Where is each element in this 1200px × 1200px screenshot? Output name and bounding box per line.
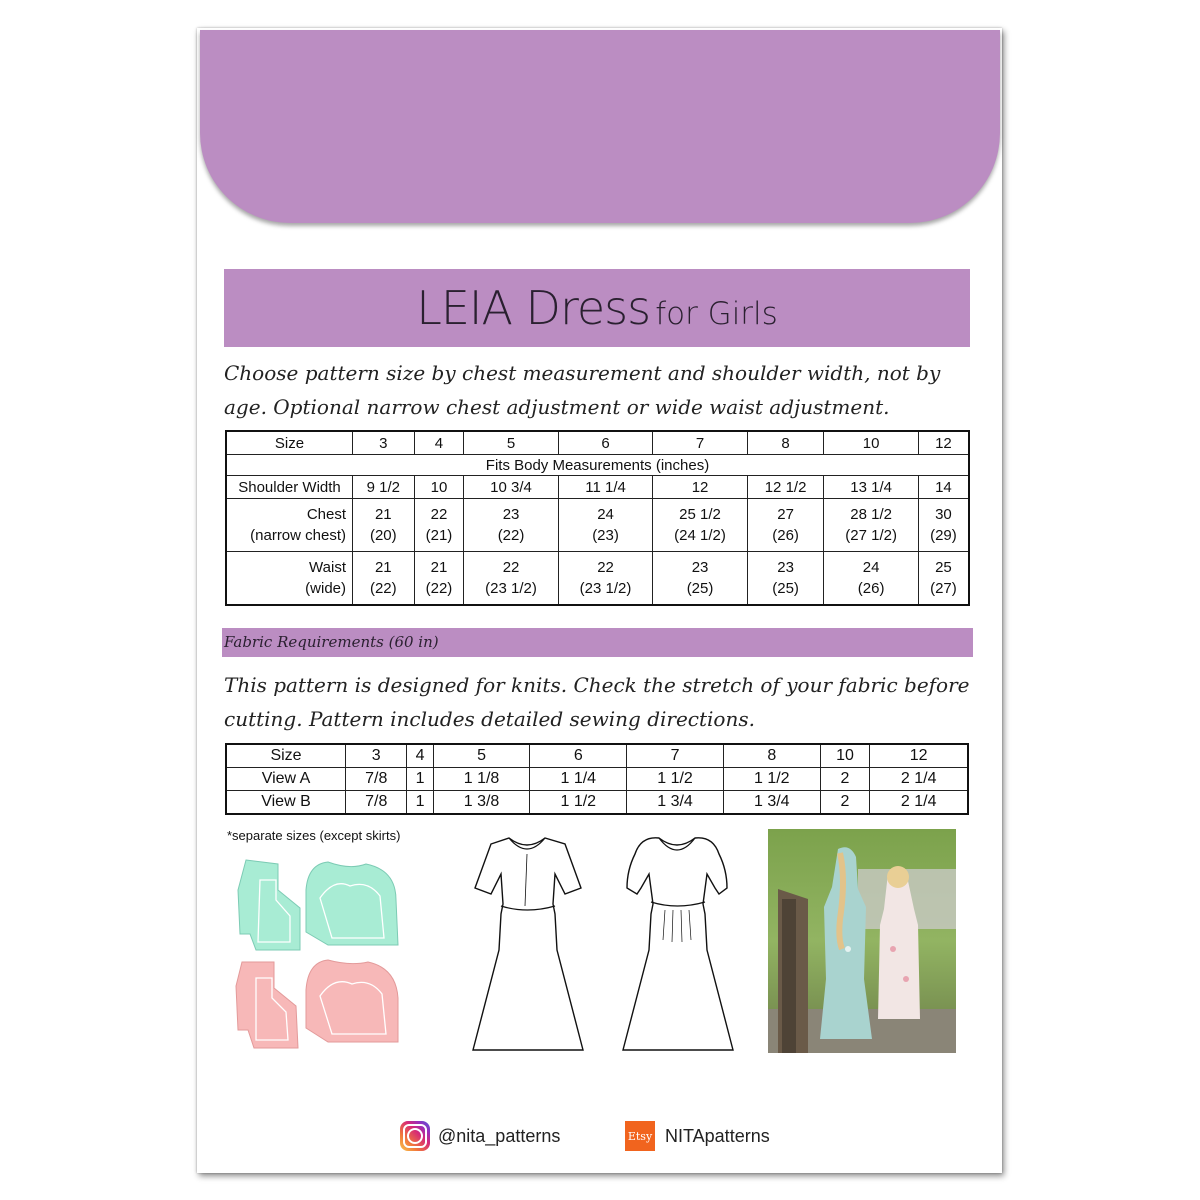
page-title [224,269,970,347]
measurements-subheader-row [226,455,969,476]
chest-value: 23 [502,506,520,523]
waist-value: 25 [935,559,952,576]
view-b-cell: 1 [407,791,433,815]
view-b-label: View B [226,791,346,815]
waist-alt-value: (22) [425,580,453,597]
chest-label-sub: (narrow chest) [250,527,346,544]
pattern-pieces-illustration [228,850,408,1055]
view-b-cell: 7/8 [346,791,407,815]
waist-alt-value: (23 1/2) [579,580,632,597]
waist-alt-value: (25) [686,580,714,597]
waist-value: 23 [691,559,709,576]
view-a-label: View A [226,768,346,791]
view-b-row [226,791,968,815]
etsy-icon: Etsy [625,1121,655,1151]
view-a-cell: 1 1/8 [433,768,530,791]
chest-value: 21 [374,506,392,523]
view-a-row [226,768,968,791]
shoulder-cell: 10 [414,476,464,499]
fabric-size-cell: 12 [870,744,968,768]
fabric-title: Fabric Requirements (60 in) [224,633,439,651]
view-a-cell: 2 1/4 [870,768,968,791]
view-b-cell: 1 3/8 [433,791,530,815]
girls-photo [768,829,956,1053]
fabric-size-cell: 7 [627,744,724,768]
waist-alt-value: (22) [369,580,397,597]
etsy-link[interactable] [625,1120,770,1152]
chest-cell [353,499,415,552]
chest-value: 28 1/2 [850,506,892,523]
instagram-icon [400,1121,430,1151]
chest-value: 25 1/2 [679,506,721,523]
fabric-text: This pattern is designed for knits. Check the stretch of your fabric before cutting. Pattern includes detailed sewing directions. [224,673,970,731]
size-cell: 6 [558,431,653,455]
fabric-size-cell: 6 [530,744,627,768]
view-b-cell: 1 3/4 [627,791,724,815]
waist-value: 22 [597,559,614,576]
waist-alt-value: (26) [857,580,885,597]
view-b-cell: 1 3/4 [723,791,820,815]
chest-alt-value: (26) [772,527,799,544]
size-cell: 3 [353,431,415,455]
chest-value: 30 [935,506,952,523]
title-main: LEIA Dress [416,281,651,335]
chest-alt-value: (21) [425,527,453,544]
waist-cell [824,552,919,606]
waist-cell [918,552,969,606]
waist-alt-value: (27) [930,580,957,597]
waist-label [226,552,353,606]
dress-sketch-view-a [465,830,590,1055]
chest-alt-value: (23) [592,527,619,544]
chest-alt-value: (27 1/2) [845,527,897,544]
mint-pattern-pieces [238,860,398,950]
waist-value: 23 [777,559,794,576]
fabric-size-cell: 10 [820,744,870,768]
instagram-handle: @nita_patterns [438,1125,561,1146]
shoulder-label: Shoulder Width [226,476,353,499]
chest-alt-value: (22) [497,527,525,544]
waist-cell [414,552,464,606]
chest-cell [558,499,653,552]
shoulder-cell: 9 1/2 [353,476,415,499]
dress-sketch-view-b [615,830,740,1055]
etsy-shop-name: NITApatterns [665,1125,770,1146]
chest-row [226,499,969,552]
waist-value: 22 [502,559,520,576]
separate-sizes-note: *separate sizes (except skirts) [227,828,401,843]
view-b-cell: 1 1/2 [530,791,627,815]
waist-value: 24 [862,559,880,576]
fabric-size-cell: 5 [433,744,530,768]
chest-cell [464,499,559,552]
size-table [225,430,970,606]
intro-text: Choose pattern size by chest measurement and shoulder width, not by age. Optional narrow chest adjustment or wide waist adjustment. [224,361,941,419]
view-b-cell: 2 [820,791,870,815]
shoulder-cell: 14 [918,476,969,499]
view-a-cell: 1 1/4 [530,768,627,791]
size-cell: 7 [653,431,748,455]
waist-row [226,552,969,606]
chest-cell [747,499,824,552]
chest-alt-value: (24 1/2) [674,527,726,544]
chest-value: 27 [777,506,794,523]
waist-value: 21 [374,559,392,576]
chest-label-main: Chest [306,506,346,523]
view-a-cell: 1 [407,768,433,791]
fabric-size-cell: 4 [407,744,433,768]
waist-cell [653,552,748,606]
waist-alt-value: (25) [772,580,799,597]
chest-value: 24 [597,506,614,523]
chest-alt-value: (20) [369,527,397,544]
waist-cell [464,552,559,606]
size-cell: 5 [464,431,559,455]
envelope-flap [200,30,1000,223]
chest-cell [653,499,748,552]
chest-label [226,499,353,552]
chest-alt-value: (29) [930,527,957,544]
size-cell: 12 [918,431,969,455]
size-cell: 4 [414,431,464,455]
size-cell: 8 [747,431,824,455]
shoulder-cell: 10 3/4 [464,476,559,499]
shoulder-cell: 12 [653,476,748,499]
instagram-link[interactable] [400,1120,560,1152]
pink-pattern-pieces [236,960,398,1048]
view-a-cell: 1 1/2 [723,768,820,791]
waist-label-sub: (wide) [305,580,346,597]
measurements-subheader: Fits Body Measurements (inches) [226,455,969,476]
fabric-size-label: Size [226,744,346,768]
fabric-size-cell: 3 [346,744,407,768]
view-a-cell: 7/8 [346,768,407,791]
fabric-size-cell: 8 [723,744,820,768]
view-a-cell: 2 [820,768,870,791]
chest-value: 22 [430,506,448,523]
chest-cell [824,499,919,552]
waist-cell [747,552,824,606]
shoulder-cell: 11 1/4 [558,476,653,499]
title-sub: for Girls [655,296,778,332]
waist-label-main: Waist [309,559,346,576]
waist-cell [558,552,653,606]
chest-cell [414,499,464,552]
fabric-table [225,743,969,815]
chest-cell [918,499,969,552]
fabric-size-row [226,744,968,768]
waist-alt-value: (23 1/2) [485,580,537,597]
waist-value: 21 [430,559,448,576]
view-a-cell: 1 1/2 [627,768,724,791]
size-header-row [226,431,969,455]
shoulder-cell: 13 1/4 [824,476,919,499]
view-b-cell: 2 1/4 [870,791,968,815]
size-label: Size [226,431,353,455]
size-cell: 10 [824,431,919,455]
waist-cell [353,552,415,606]
shoulder-cell: 12 1/2 [747,476,824,499]
shoulder-row [226,476,969,499]
